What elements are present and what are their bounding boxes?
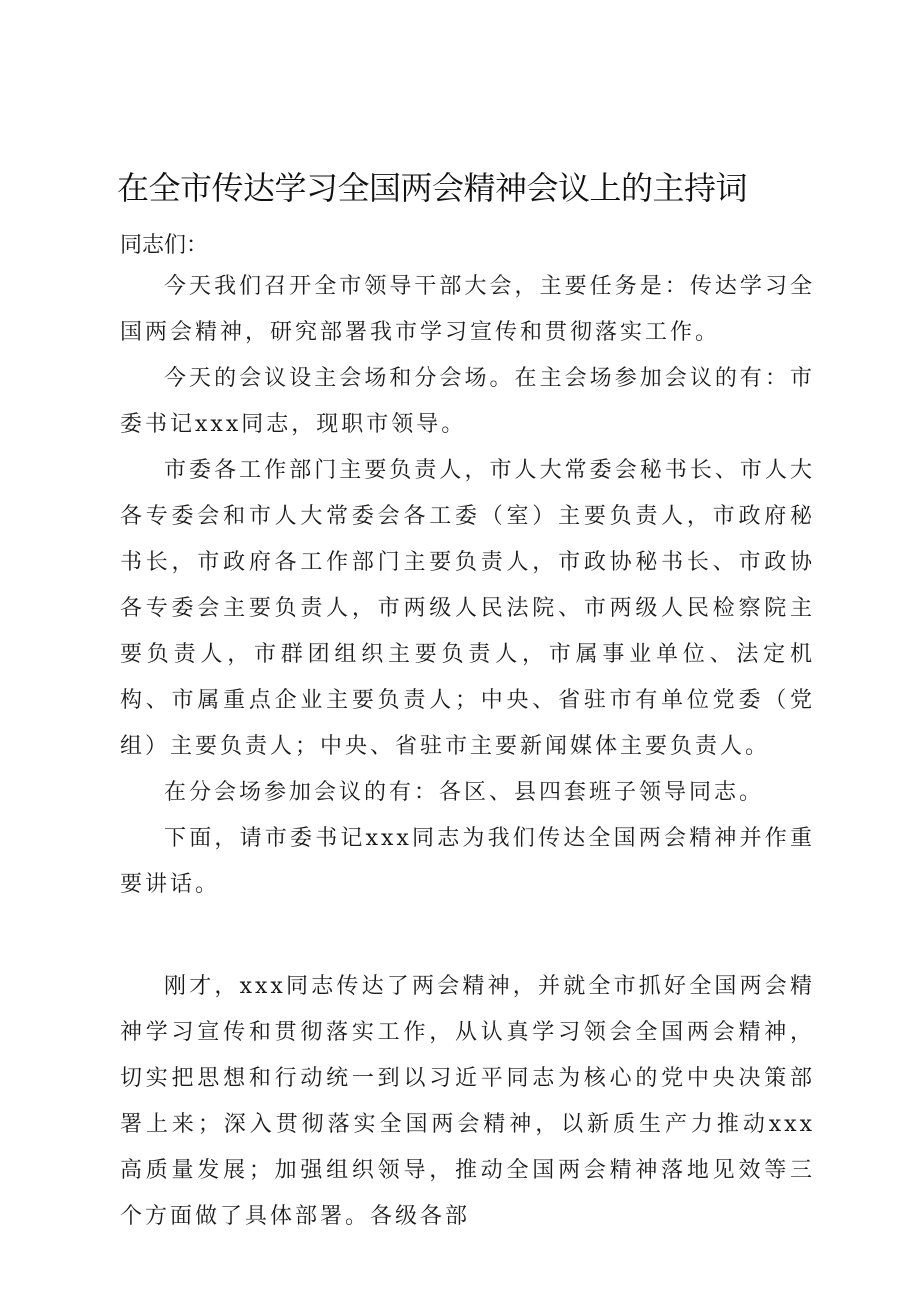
document-body (120, 264, 815, 1240)
paragraph-6: 刚才，xxx同志传达了两会精神，并就全市抓好全国两会精神学习宣传和贯彻落实工作，从认真学习领会全国两会精神，切实把思想和行动统一到以习近平同志为核心的党中央决策部署上来；深入贯彻落实全国两会精神，以新质生产力推动xxx高质量发展；加强组织领导，推动全国两会精神落地见效等三个方面做了具体部署。各级各部 (120, 974, 815, 1229)
paragraph-5: 下面，请市委书记xxx同志为我们传达全国两会精神并作重要讲话。 (120, 826, 815, 897)
salutation: 同志们： (120, 233, 209, 258)
paragraph-2: 今天的会议设主会场和分会场。在主会场参加会议的有：市委书记xxx同志，现职市领导。 (120, 366, 815, 437)
paragraph-4: 在分会场参加会议的有：各区、县四套班子领导同志。 (164, 780, 765, 805)
document-title: 在全市传达学习全国两会精神会议上的主持词 (117, 169, 748, 207)
paragraph-gap (120, 908, 815, 964)
paragraph-3: 市委各工作部门主要负责人，市人大常委会秘书长、市人大各专委会和市人大常委会各工委（室）主要负责人，市政府秘书长，市政府各工作部门主要负责人，市政协秘书长、市政协各专委会主要负责人，市两级人民法院、市两级人民检察院主要负责人，市群团组织主要负责人，市属事业单位、法定机构、市属重点企业主要负责人；中央、省驻市有单位党委（党组）主要负责人；中央、省驻市主要新闻媒体主要负责人。 (120, 458, 815, 759)
paragraph-1: 今天我们召开全市领导干部大会，主要任务是：传达学习全国两会精神，研究部署我市学习宣传和贯彻落实工作。 (120, 274, 815, 345)
